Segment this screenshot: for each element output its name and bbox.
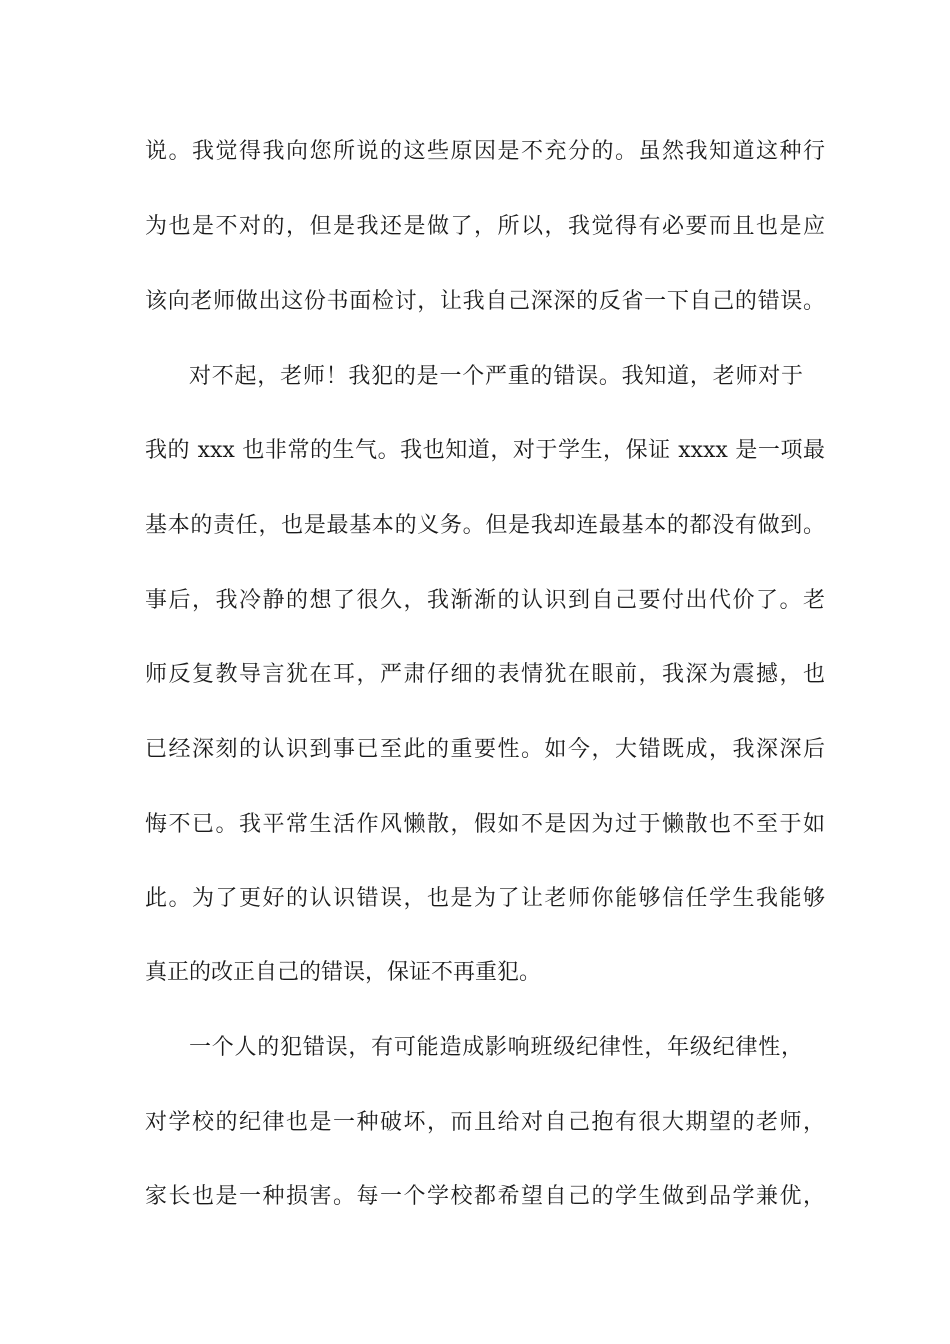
- text-line: 已经深刻的认识到事已至此的重要性。如今，大错既成，我深深后: [145, 737, 825, 762]
- text-line: 事后，我冷静的想了很久，我渐渐的认识到自己要付出代价了。老: [145, 588, 825, 613]
- text-line-paragraph-start: 对不起，老师！我犯的是一个严重的错误。我知道，老师对于: [189, 364, 803, 389]
- text-line: 我的 xxx 也非常的生气。我也知道，对于学生，保证 xxxx 是一项最: [145, 438, 825, 463]
- text-line: 师反复教导言犹在耳，严肃仔细的表情犹在眼前，我深为震撼，也: [145, 662, 825, 687]
- text-line-paragraph-end: 真正的改正自己的错误，保证不再重犯。: [145, 960, 542, 985]
- text-line: 悔不已。我平常生活作风懒散，假如不是因为过于懒散也不至于如: [145, 812, 825, 837]
- text-line: 家长也是一种损害。每一个学校都希望自己的学生做到品学兼优，: [145, 1184, 825, 1209]
- text-line: 基本的责任，也是最基本的义务。但是我却连最基本的都没有做到。: [145, 513, 825, 538]
- text-line: 为也是不对的，但是我还是做了，所以，我觉得有必要而且也是应: [145, 214, 825, 239]
- text-line: 说。我觉得我向您所说的这些原因是不充分的。虽然我知道这种行: [145, 139, 825, 164]
- text-line: 对学校的纪律也是一种破坏，而且给对自己抱有很大期望的老师，: [145, 1110, 825, 1135]
- text-line: 该向老师做出这份书面检讨，让我自己深深的反省一下自己的错误。: [145, 289, 825, 314]
- text-line: 此。为了更好的认识错误，也是为了让老师你能够信任学生我能够: [145, 886, 825, 911]
- text-line-paragraph-start: 一个人的犯错误，有可能造成影响班级纪律性，年级纪律性，: [189, 1035, 803, 1060]
